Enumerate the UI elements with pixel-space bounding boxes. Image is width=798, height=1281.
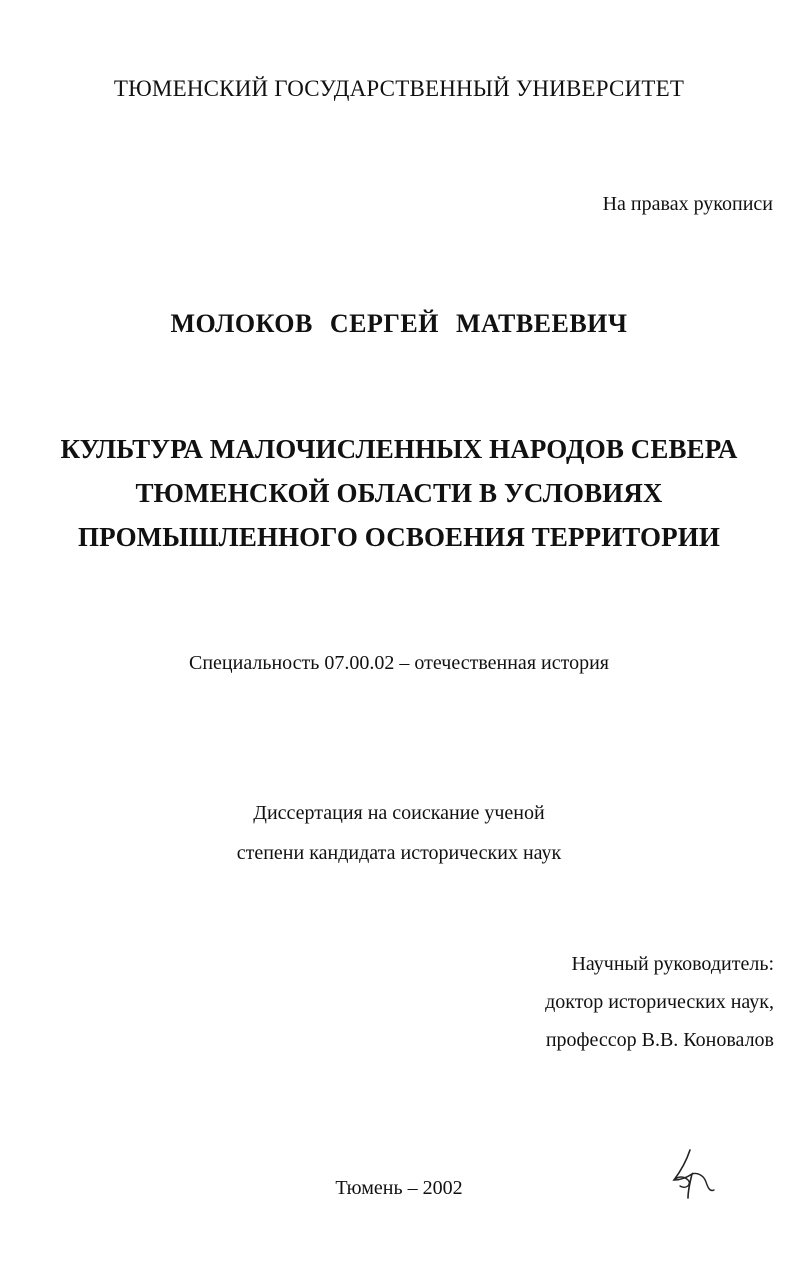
- city-year: Тюмень – 2002: [335, 1177, 463, 1199]
- university-name: ТЮМЕНСКИЙ ГОСУДАРСТВЕННЫЙ УНИВЕРСИТЕТ: [113, 76, 685, 101]
- supervisor-label: Научный руководитель:: [571, 953, 774, 975]
- thesis-title-line-3: ПРОМЫШЛЕННОГО ОСВОЕНИЯ ТЕРРИТОРИИ: [78, 522, 720, 552]
- thesis-title-line-2: ТЮМЕНСКОЙ ОБЛАСТИ В УСЛОВИЯХ: [135, 478, 663, 508]
- dissertation-line-1: Диссертация на соискание ученой: [253, 802, 545, 824]
- dissertation-line-2: степени кандидата исторических наук: [236, 842, 562, 864]
- supervisor-degree: доктор исторических наук,: [545, 991, 774, 1013]
- specialty: Специальность 07.00.02 – отечественная история: [189, 652, 609, 674]
- manuscript-note: На правах рукописи: [602, 193, 773, 215]
- supervisor-name: профессор В.В. Коновалов: [545, 1029, 774, 1051]
- author-name: МОЛОКОВ СЕРГЕЙ МАТВЕЕВИЧ: [170, 309, 628, 338]
- thesis-title-line-1: КУЛЬТУРА МАЛОЧИСЛЕННЫХ НАРОДОВ СЕВЕРА: [60, 434, 738, 464]
- signature-icon: [668, 1146, 718, 1202]
